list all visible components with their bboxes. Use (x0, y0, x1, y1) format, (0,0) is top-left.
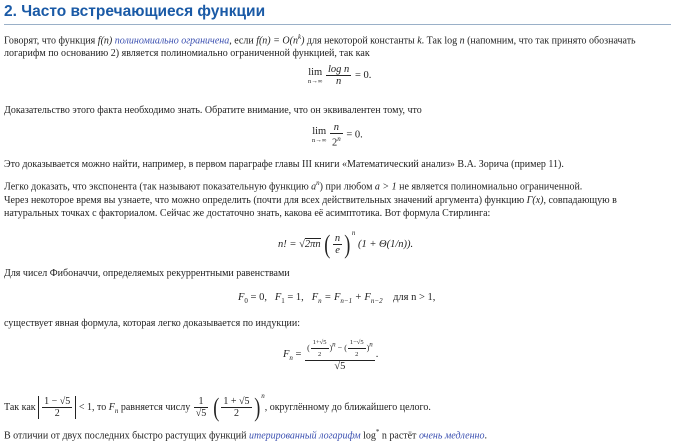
fib-sub: 0 (244, 297, 248, 306)
text: log (360, 430, 376, 442)
one-denominator: √5 (195, 408, 207, 420)
fraction-denominator: e (335, 245, 340, 257)
math-n: n (459, 35, 465, 47)
paragraph-reference: Это доказывается можно найти, например, в первом параграфе главы III книги «Математический анализ» В.А. Зорича (пример 11). (4, 159, 564, 170)
lim-label: lim (312, 126, 327, 138)
phi-numerator: 1 + √5 (223, 396, 250, 408)
stirling-radicand: 2πn (304, 239, 321, 250)
binet-exp: n (332, 340, 336, 349)
equation-exp-limit (312, 122, 363, 149)
math-sub: n (114, 407, 119, 415)
binet-f: F (283, 348, 290, 360)
math-k: k (417, 35, 422, 47)
math-star: * (375, 428, 380, 436)
text: Легко доказать, что экспонента (так называют показательную функцию (4, 181, 312, 193)
text: , если (229, 35, 257, 47)
stirling-exp: n (351, 229, 356, 237)
binet-exp: n (369, 340, 373, 349)
text: (напомним, что так принято обозначать логарифм по основанию 2) является полиномиально ограниченной функцией, так как (4, 35, 636, 59)
equation-rhs: = 0. (346, 129, 363, 141)
one-numerator: 1 (194, 396, 209, 408)
phi-denominator: 2 (233, 408, 239, 420)
binet-sub: n (289, 354, 293, 362)
link-iterated-logarithm[interactable]: итерированный логарифм (248, 430, 361, 442)
link-polynomially-bounded[interactable]: полиномиально ограничена (114, 35, 230, 47)
math-f: F (108, 402, 115, 413)
binet-minus: − (335, 343, 345, 353)
fib-rhs: = F (321, 292, 341, 303)
text: . (484, 430, 487, 442)
equation-fibonacci-recurrence (238, 292, 435, 305)
binet-t2-den: 2 (355, 351, 359, 358)
lim-cond: n→∞ (312, 137, 327, 145)
fraction-numerator: n (334, 233, 341, 245)
paragraph-rounding: Так как $\frac{1 - √5}{2}$ < 1, то $F_n$ равняется числу $\frac{1}{√5}$ ( $\frac{1 + √5}{2}$ )$^n$, округлённому до ближайшего целого. (4, 392, 431, 422)
text: В отличии от двух последних быстро растущих функций (4, 430, 249, 442)
equation-binet: $F_n$ = ( $\frac{1+√5}{2}$ )$^n$ − ( $\frac{1-√5}{2}$ )$^n$ √5 . (283, 339, 379, 372)
text: Говорят, что функция (4, 35, 98, 47)
fib-plus: + F (352, 292, 371, 303)
equation-stirling: n! = √2πn ( $\frac{n}{e}$ )$^n$ (1 + Θ(1/n)). (278, 229, 414, 259)
paragraph-exponent (4, 177, 668, 194)
stirling-rhs: (1 + Θ(1/n)). (357, 239, 414, 250)
binet-t1-den: 2 (318, 351, 322, 358)
binet-end: . (375, 348, 379, 360)
fraction-numerator: n (330, 122, 343, 134)
text: Через некоторое время вы узнаете, что можно определить (почти для всех действительных значений аргумента) функцию (4, 195, 527, 206)
link-very-slowly[interactable]: очень медленно (418, 430, 485, 442)
paragraph-gamma (4, 195, 668, 220)
fib-cond: для n > 1, (393, 292, 436, 303)
text: . Так log (421, 35, 460, 47)
fib-rhs: = 0, (247, 292, 267, 303)
fib-f: F (274, 292, 282, 303)
fib-f: F (238, 292, 245, 303)
text: равняется числу (118, 402, 193, 413)
fraction-denominator: n (336, 76, 342, 87)
math-base: a (311, 181, 317, 193)
stirling-lhs: n! = √ (278, 239, 305, 250)
abs-numerator: 1 − √5 (44, 396, 71, 408)
equation-log-limit (308, 64, 371, 87)
paragraph-definition (4, 31, 668, 60)
fraction-numerator: log n (328, 64, 350, 75)
math-gamma: Γ(x) (526, 195, 544, 206)
lim-cond: n→∞ (308, 77, 323, 85)
text: n растёт (379, 430, 419, 442)
text: , округлённому до ближайшего целого. (264, 402, 431, 413)
lim-label: lim (308, 66, 323, 78)
math-formula-end: ) (301, 35, 305, 47)
math-f-n: f(n) (97, 35, 113, 47)
binet-t1-num: 1+√5 (311, 337, 329, 349)
denominator-exp: n (337, 135, 341, 143)
fib-sub: n−2 (370, 297, 383, 306)
text: , совпадающую в натуральных точках с факториалом. Сейчас же достаточно знать, какова её асимптотика. Вот формула Стирлинга: (4, 195, 617, 219)
binet-eq: = (292, 348, 305, 360)
fib-sub: n−1 (340, 297, 353, 306)
math-cond: a > 1 (374, 181, 397, 193)
text: < 1, то (76, 402, 109, 413)
text: Так как (4, 402, 39, 413)
math-formula: f(n) = O(n (256, 35, 298, 47)
text: для некоторой константы (304, 35, 418, 47)
fib-f: F (311, 292, 319, 303)
paragraph-iterated-log (4, 426, 668, 443)
fib-sub: n (318, 297, 322, 306)
page-title: 2. Часто встречающиеся функции (4, 2, 671, 25)
abs-denominator: 2 (54, 408, 60, 420)
paragraph-explicit-formula: существует явная формула, которая легко доказывается по индукции: (4, 318, 301, 329)
fraction-denominator: 2 (332, 137, 338, 149)
fib-sub: 1 (281, 297, 285, 306)
binet-den: √5 (334, 361, 346, 372)
math-exp: k (297, 33, 302, 41)
equation-rhs: = 0. (354, 69, 372, 81)
text: ) при любом (319, 181, 375, 193)
phi-exp: n (261, 392, 265, 400)
binet-t2-num: 1−√5 (348, 337, 366, 349)
fib-rhs: = 1, (284, 292, 304, 303)
math-exp: n (316, 179, 320, 187)
text: не является полиномиально ограниченной. (396, 181, 583, 193)
paragraph-equivalent: Доказательство этого факта необходимо знать. Обратите внимание, что он эквивалентен тому, что (4, 105, 422, 116)
paragraph-fibonacci: Для чисел Фибоначчи, определяемых рекуррентными равенствами (4, 268, 290, 279)
